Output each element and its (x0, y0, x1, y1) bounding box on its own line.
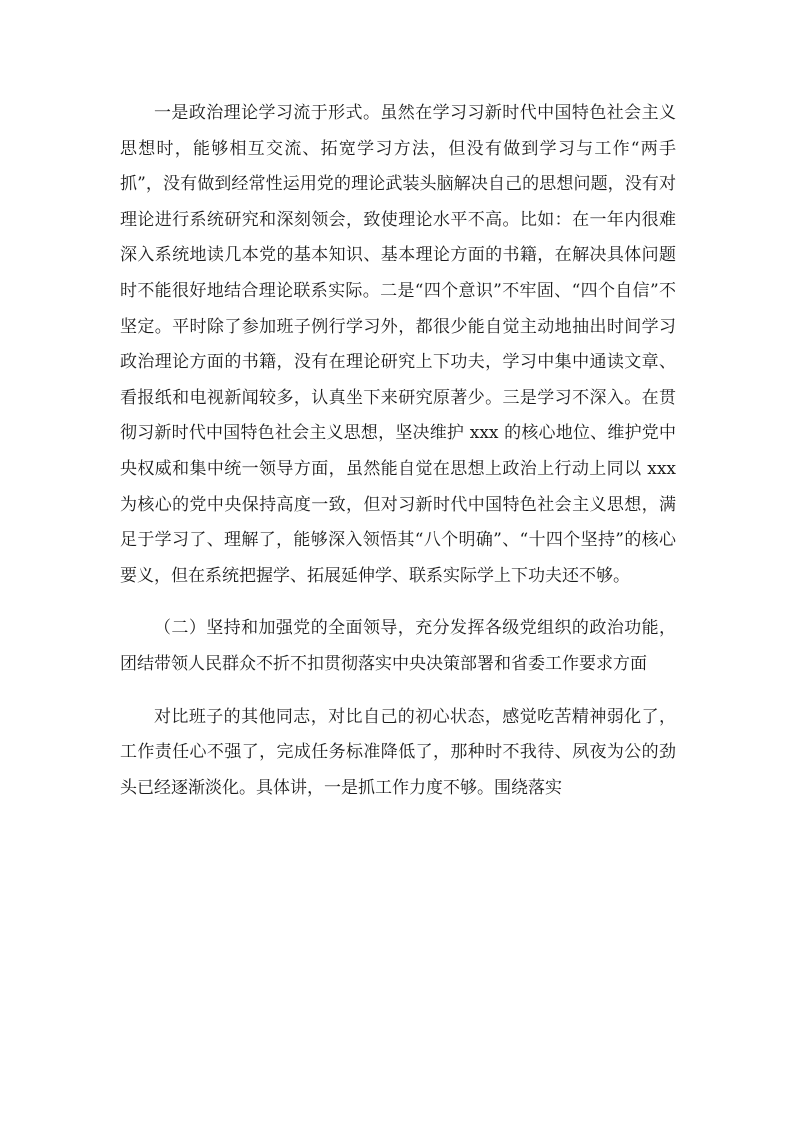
paragraph-political-study: 一是政治理论学习流于形式。虽然在学习习新时代中国特色社会主义思想时，能够相互交流、拓宽学习方法，但没有做到学习与工作“两手抓”，没有做到经常性运用党的理论武装头脑解决自己的思想问题，没有对理论进行系统研究和深刻领会，致使理论水平不高。比如：在一年内很难深入系统地读几本党的基本知识、基本理论方面的书籍，在解决具体问题时不能很好地结合理论联系实际。二是“四个意识”不牢固、“四个自信”不坚定。平时除了参加班子例行学习外，都很少能自觉主动地抽出时间学习政治理论方面的书籍，没有在理论研究上下功夫，学习中集中通读文章、看报纸和电视新闻较多，认真坐下来研究原著少。三是学习不深入。在贯彻习新时代中国特色社会主义思想，坚决维护 xxx 的核心地位、维护党中央权威和集中统一领导方面，虽然能自觉在思想上政治上行动上同以 xxx 为核心的党中央保持高度一致，但对习新时代中国特色社会主义思想，满足于学习了、理解了，能够深入领悟其“八个明确”、“十四个坚持”的核心要义，但在系统把握学、拓展延伸学、联系实际学上下功夫还不够。 (120, 103, 676, 586)
document-body (120, 96, 676, 806)
section-heading-party-leadership: （二）坚持和加强党的全面领导，充分发挥各级党组织的政治功能，团结带领人民群众不折不扣贯彻落实中央决策部署和省委工作要求方面 (120, 618, 676, 674)
paragraph-self-comparison: 对比班子的其他同志，对比自己的初心状态，感觉吃苦精神弱化了，工作责任心不强了，完成任务标准降低了，那种时不我待、夙夜为公的劲头已经逐渐淡化。具体讲，一是抓工作力度不够。围绕落实 (120, 706, 676, 798)
